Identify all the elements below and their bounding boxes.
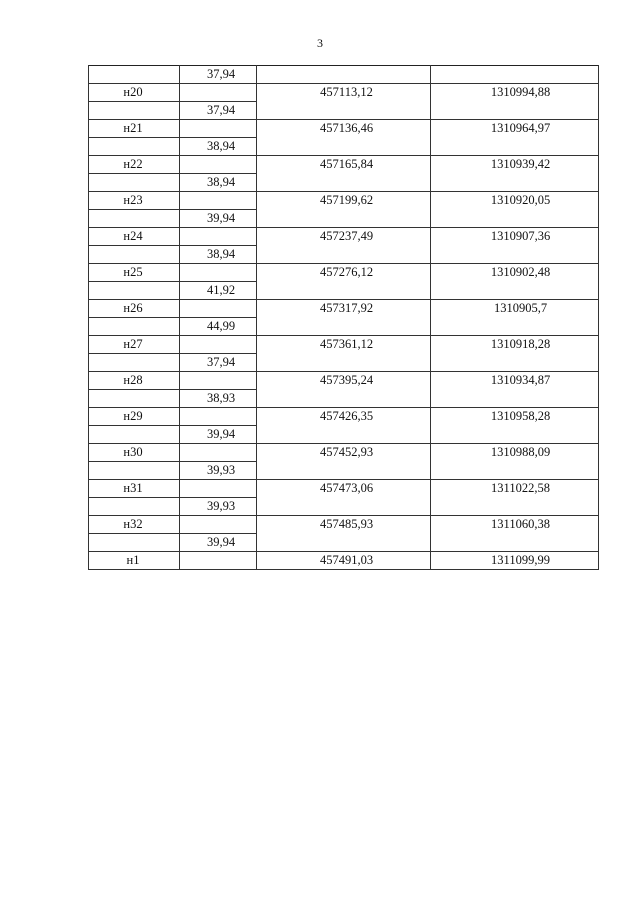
- y-coordinate-cell: 1310939,42: [431, 156, 599, 174]
- page-number: 3: [317, 36, 323, 50]
- x-coordinate-cell: 457426,35: [257, 408, 431, 426]
- x-coordinate-cell: [257, 138, 431, 156]
- x-coordinate-cell: [257, 390, 431, 408]
- point-name-cell: н32: [89, 516, 180, 534]
- distance-cell: 38,93: [180, 390, 257, 408]
- distance-row: [89, 174, 599, 192]
- x-coordinate-cell: 457485,93: [257, 516, 431, 534]
- distance-cell: 44,99: [180, 318, 257, 336]
- distance-cell: [180, 84, 257, 102]
- y-coordinate-cell: 1311022,58: [431, 480, 599, 498]
- x-coordinate-cell: [257, 534, 431, 552]
- point-row: [89, 156, 599, 174]
- distance-cell: 38,94: [180, 174, 257, 192]
- point-row: [89, 192, 599, 210]
- point-name-cell: н20: [89, 84, 180, 102]
- distance-cell: [180, 264, 257, 282]
- coordinates-table: [88, 65, 599, 570]
- y-coordinate-cell: 1310918,28: [431, 336, 599, 354]
- x-coordinate-cell: [257, 282, 431, 300]
- distance-cell: 38,94: [180, 246, 257, 264]
- y-coordinate-cell: [431, 66, 599, 84]
- distance-cell: [180, 156, 257, 174]
- point-name-cell: н26: [89, 300, 180, 318]
- x-coordinate-cell: [257, 354, 431, 372]
- point-row: [89, 84, 599, 102]
- y-coordinate-cell: [431, 210, 599, 228]
- x-coordinate-cell: [257, 246, 431, 264]
- point-name-cell: н27: [89, 336, 180, 354]
- y-coordinate-cell: [431, 354, 599, 372]
- y-coordinate-cell: 1310994,88: [431, 84, 599, 102]
- point-name-cell: н25: [89, 264, 180, 282]
- point-name-cell: н21: [89, 120, 180, 138]
- point-row: [89, 552, 599, 570]
- distance-row: [89, 498, 599, 516]
- y-coordinate-cell: [431, 282, 599, 300]
- y-coordinate-cell: [431, 102, 599, 120]
- point-name-cell: [89, 318, 180, 336]
- distance-row: [89, 354, 599, 372]
- distance-row: [89, 462, 599, 480]
- point-row: [89, 120, 599, 138]
- y-coordinate-cell: [431, 498, 599, 516]
- point-row: [89, 264, 599, 282]
- distance-cell: [180, 516, 257, 534]
- distance-cell: [180, 372, 257, 390]
- x-coordinate-cell: 457237,49: [257, 228, 431, 246]
- point-name-cell: н29: [89, 408, 180, 426]
- y-coordinate-cell: [431, 318, 599, 336]
- distance-cell: 39,93: [180, 462, 257, 480]
- y-coordinate-cell: 1310958,28: [431, 408, 599, 426]
- distance-cell: 38,94: [180, 138, 257, 156]
- y-coordinate-cell: [431, 138, 599, 156]
- distance-row: [89, 426, 599, 444]
- point-name-cell: [89, 282, 180, 300]
- point-name-cell: [89, 498, 180, 516]
- distance-row: [89, 102, 599, 120]
- point-name-cell: [89, 354, 180, 372]
- distance-row: [89, 534, 599, 552]
- x-coordinate-cell: 457136,46: [257, 120, 431, 138]
- distance-cell: 37,94: [180, 354, 257, 372]
- distance-cell: [180, 480, 257, 498]
- point-name-cell: [89, 426, 180, 444]
- point-row: [89, 228, 599, 246]
- x-coordinate-cell: [257, 318, 431, 336]
- distance-row: [89, 318, 599, 336]
- distance-cell: 37,94: [180, 66, 257, 84]
- x-coordinate-cell: 457452,93: [257, 444, 431, 462]
- y-coordinate-cell: 1311060,38: [431, 516, 599, 534]
- point-row: [89, 372, 599, 390]
- point-row: [89, 336, 599, 354]
- point-name-cell: [89, 138, 180, 156]
- y-coordinate-cell: [431, 246, 599, 264]
- y-coordinate-cell: 1310988,09: [431, 444, 599, 462]
- distance-cell: [180, 192, 257, 210]
- point-name-cell: н24: [89, 228, 180, 246]
- distance-cell: [180, 444, 257, 462]
- point-name-cell: [89, 462, 180, 480]
- point-name-cell: [89, 66, 180, 84]
- x-coordinate-cell: 457199,62: [257, 192, 431, 210]
- distance-cell: 39,93: [180, 498, 257, 516]
- distance-cell: [180, 120, 257, 138]
- point-name-cell: н31: [89, 480, 180, 498]
- x-coordinate-cell: [257, 210, 431, 228]
- distance-cell: 39,94: [180, 534, 257, 552]
- distance-cell: [180, 336, 257, 354]
- y-coordinate-cell: [431, 426, 599, 444]
- distance-row: [89, 246, 599, 264]
- point-name-cell: [89, 534, 180, 552]
- y-coordinate-cell: [431, 534, 599, 552]
- distance-cell: [180, 228, 257, 246]
- y-coordinate-cell: [431, 390, 599, 408]
- y-coordinate-cell: 1310934,87: [431, 372, 599, 390]
- point-name-cell: [89, 246, 180, 264]
- y-coordinate-cell: 1310907,36: [431, 228, 599, 246]
- x-coordinate-cell: [257, 462, 431, 480]
- x-coordinate-cell: 457491,03: [257, 552, 431, 570]
- distance-cell: [180, 300, 257, 318]
- distance-cell: [180, 552, 257, 570]
- distance-row: [89, 390, 599, 408]
- x-coordinate-cell: [257, 498, 431, 516]
- x-coordinate-cell: 457276,12: [257, 264, 431, 282]
- distance-row: [89, 210, 599, 228]
- x-coordinate-cell: 457395,24: [257, 372, 431, 390]
- point-row: [89, 516, 599, 534]
- y-coordinate-cell: 1310905,7: [431, 300, 599, 318]
- distance-row: [89, 66, 599, 84]
- y-coordinate-cell: [431, 462, 599, 480]
- point-name-cell: н28: [89, 372, 180, 390]
- point-name-cell: [89, 174, 180, 192]
- point-name-cell: [89, 102, 180, 120]
- x-coordinate-cell: 457113,12: [257, 84, 431, 102]
- y-coordinate-cell: 1310964,97: [431, 120, 599, 138]
- distance-cell: [180, 408, 257, 426]
- y-coordinate-cell: 1310902,48: [431, 264, 599, 282]
- x-coordinate-cell: 457165,84: [257, 156, 431, 174]
- y-coordinate-cell: [431, 174, 599, 192]
- point-row: [89, 480, 599, 498]
- point-name-cell: н22: [89, 156, 180, 174]
- distance-cell: 39,94: [180, 426, 257, 444]
- y-coordinate-cell: 1311099,99: [431, 552, 599, 570]
- point-name-cell: н1: [89, 552, 180, 570]
- point-name-cell: [89, 210, 180, 228]
- x-coordinate-cell: [257, 426, 431, 444]
- distance-cell: 37,94: [180, 102, 257, 120]
- x-coordinate-cell: [257, 174, 431, 192]
- distance-cell: 41,92: [180, 282, 257, 300]
- x-coordinate-cell: [257, 102, 431, 120]
- point-row: [89, 300, 599, 318]
- distance-row: [89, 282, 599, 300]
- distance-row: [89, 138, 599, 156]
- x-coordinate-cell: 457473,06: [257, 480, 431, 498]
- y-coordinate-cell: 1310920,05: [431, 192, 599, 210]
- point-row: [89, 444, 599, 462]
- x-coordinate-cell: 457317,92: [257, 300, 431, 318]
- coordinates-table-body: [89, 66, 599, 570]
- point-row: [89, 408, 599, 426]
- point-name-cell: н30: [89, 444, 180, 462]
- x-coordinate-cell: 457361,12: [257, 336, 431, 354]
- point-name-cell: н23: [89, 192, 180, 210]
- distance-cell: 39,94: [180, 210, 257, 228]
- x-coordinate-cell: [257, 66, 431, 84]
- point-name-cell: [89, 390, 180, 408]
